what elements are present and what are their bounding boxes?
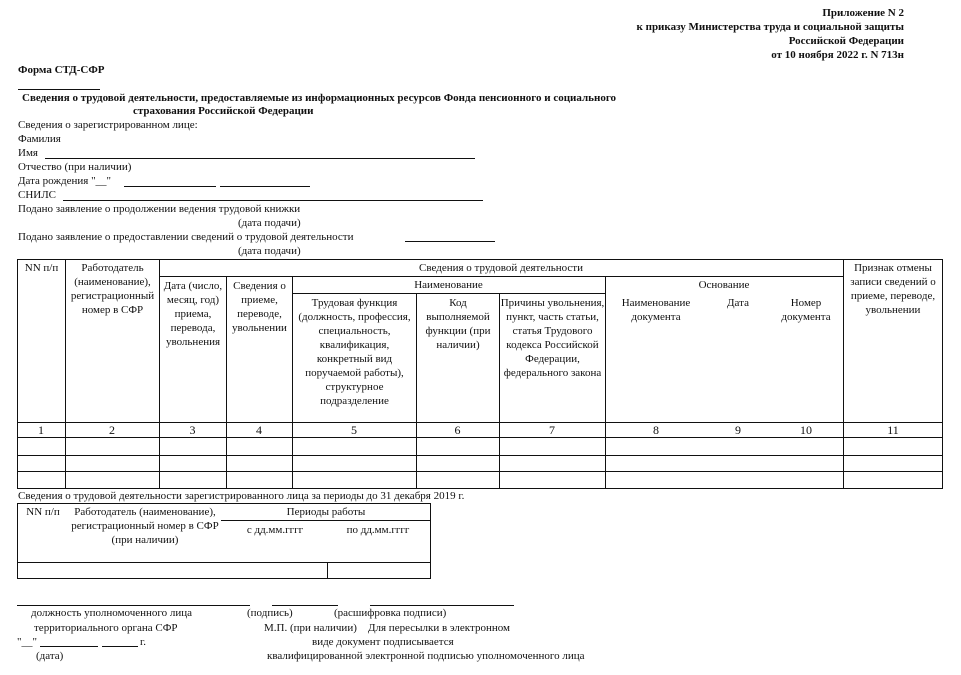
signature-label: (подпись) [247,607,293,619]
appendix-line: к приказу Министерства труда и социальной защиты [636,21,904,33]
column-number: 1 [38,423,44,437]
name-label: Имя [18,147,38,159]
date-hint: (дата подачи) [238,217,301,229]
appendix-line: Приложение N 2 [822,7,904,19]
application-1-label: Подано заявление о продолжении ведения трудовой книжки [18,203,301,215]
header-employer: Работодатель (наименование), регистрационный номер в СФР [70,262,155,316]
header-to: по дд.мм.гггг [346,524,410,536]
header-function: Трудовая функция (должность, профессия, специальность, квалификация, конкретный вид поручаемой работы), структурное подразделение [298,297,411,407]
position-field[interactable] [17,605,250,606]
birth-month-field[interactable] [124,186,216,187]
header-employer: Работодатель (наименование), регистрационный номер в СФР (при наличии) [71,506,219,546]
electronic-note: квалифицированной электронной подписью уполномоченного лица [267,650,585,662]
header-cancel: Признак отмены записи сведений о приеме, переводе, увольнении [850,262,936,316]
application-2-date-field[interactable] [405,241,495,242]
column-number: 6 [454,423,461,437]
header-reasons: Причины увольнения, пункт, часть статьи, статья Трудового кодекса Российской Федерации, федерального закона [500,297,605,379]
snils-label: СНИЛС [18,189,57,201]
header-doc-name: Наименование документа [621,297,691,323]
position-label: должность уполномоченного лица [31,607,193,619]
column-number: 8 [653,423,659,437]
surname-label: Фамилия [18,133,61,145]
column-number: 3 [189,423,196,437]
column-number: 7 [549,423,555,437]
electronic-note: Для пересылки в электронном [368,622,510,634]
column-number: 4 [256,423,262,437]
application-2-label: Подано заявление о предоставлении сведений о трудовой деятельности [18,231,354,243]
appendix-line: от 10 ноября 2022 г. N 713н [771,49,904,61]
header-num: NN п/п [24,262,59,274]
divider [18,89,100,90]
year-suffix: г. [140,636,147,648]
document-title: Сведения о трудовой деятельности, предоставляемые из информационных ресурсов Фонда пенсионного и социального [22,92,617,104]
header-basis: Основание [698,279,750,291]
date-hint: (дата подачи) [238,245,301,257]
date-month-field[interactable] [40,646,98,647]
birth-date-label: Дата рождения "__" [18,175,112,187]
pre-2020-caption: Сведения о трудовой деятельности зарегистрированного лица за периоды до 31 декабря 2019 г. [18,490,465,502]
header-periods: Периоды работы [286,506,366,518]
header-doc-date: Дата [727,297,749,309]
column-number: 5 [351,423,357,437]
form-name: Форма СТД-СФР [18,64,105,76]
name-field[interactable] [45,158,475,159]
signature-field[interactable] [272,605,338,606]
patronymic-label: Отчество (при наличии) [18,161,132,173]
decode-label: (расшифровка подписи) [334,607,447,619]
header-from: с дд.мм.гггг [246,524,304,536]
person-header: Сведения о зарегистрированном лице: [18,119,198,131]
electronic-note: виде документ подписывается [312,636,454,648]
header-doc-number: Номер документа [781,297,831,323]
header-date: Дата (число, месяц, год) приема, перевода, увольнения [163,280,223,348]
document-title: страхования Российской Федерации [133,105,314,117]
signature-decode-field[interactable] [370,605,514,606]
date-year-field[interactable] [102,646,138,647]
header-code: Код выполняемой функции (при наличии) [425,297,491,351]
birth-year-field[interactable] [220,186,310,187]
header-num: NN п/п [26,506,60,518]
date-quote: "__" [17,636,37,648]
header-info: Сведения о приеме, переводе, увольнении [232,280,287,334]
stamp-label: М.П. (при наличии) [264,622,357,634]
appendix-line: Российской Федерации [788,35,904,47]
column-number: 9 [735,423,741,437]
column-number: 11 [887,423,899,437]
organ-label: территориального органа СФР [34,622,178,634]
column-number: 2 [109,423,115,437]
header-naming: Наименование [414,279,483,291]
column-number: 10 [800,423,812,437]
date-label: (дата) [36,650,64,662]
snils-field[interactable] [63,200,483,201]
header-activity: Сведения о трудовой деятельности [419,262,583,274]
